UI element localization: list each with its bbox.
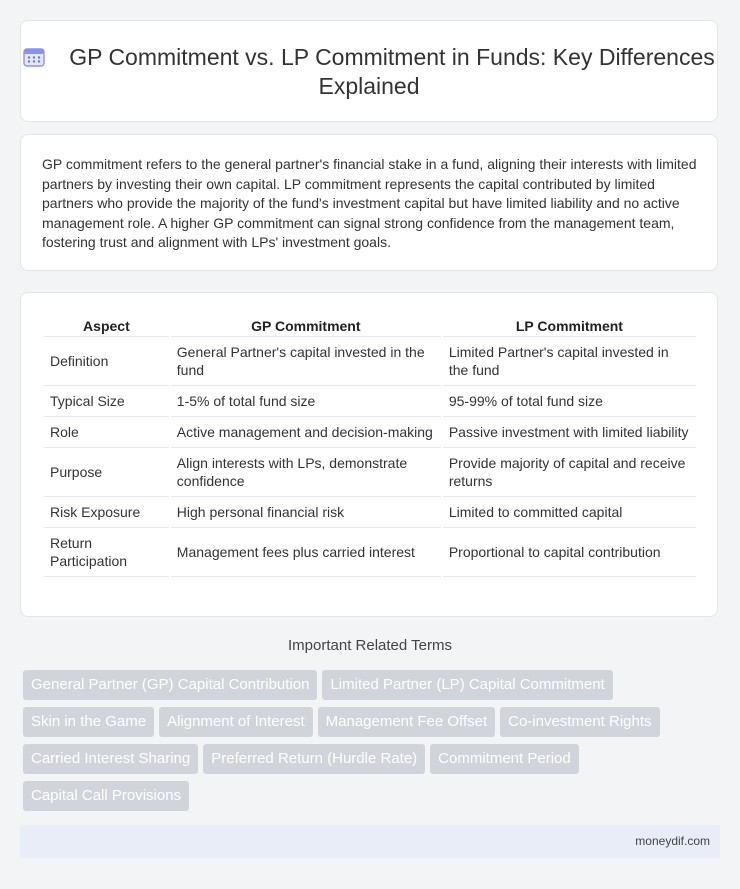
related-term-tag[interactable]: Management Fee Offset [318, 707, 495, 737]
intro-card [20, 134, 718, 271]
table-header-row [44, 315, 696, 337]
related-term-tag[interactable]: Co-investment Rights [500, 707, 659, 737]
related-terms-list [23, 670, 703, 818]
table-cell: Proportional to capital contribution [443, 528, 696, 577]
table-row [44, 386, 696, 417]
header-aspect: Aspect [44, 315, 169, 337]
page-title: GP Commitment vs. LP Commitment in Funds: Key Differences Explained [69, 44, 715, 99]
calendar-icon [23, 47, 45, 67]
table-cell: Risk Exposure [44, 497, 169, 528]
related-term-tag[interactable]: Preferred Return (Hurdle Rate) [203, 744, 425, 774]
table-cell: Align interests with LPs, demonstrate confidence [171, 448, 441, 497]
table-cell: Role [44, 417, 169, 448]
intro-paragraph: GP commitment refers to the general partner's financial stake in a fund, aligning their interests with limited partners by investing their own capital. LP commitment represents the capital contributed by limited partners who provide the majority of the fund's investment capital but have limited liability and no active management role. A higher GP commitment can signal strong confidence from the management team, fostering trust and alignment with LPs' investment goals. [42, 156, 697, 251]
table-cell: Management fees plus carried interest [171, 528, 441, 577]
table-cell: Limited to committed capital [443, 497, 696, 528]
table-cell: Provide majority of capital and receive returns [443, 448, 696, 497]
table-row [44, 497, 696, 528]
table-cell: 1-5% of total fund size [171, 386, 441, 417]
comparison-card [20, 292, 718, 617]
header-gp: GP Commitment [171, 315, 441, 337]
related-term-tag[interactable]: Capital Call Provisions [23, 781, 189, 811]
title-card [20, 20, 718, 122]
page-title-wrap [21, 43, 717, 101]
related-term-tag[interactable]: Limited Partner (LP) Capital Commitment [322, 670, 612, 700]
footer-site[interactable]: moneydif.com [635, 834, 710, 848]
related-term-tag[interactable]: General Partner (GP) Capital Contribution [23, 670, 317, 700]
footer [20, 825, 720, 858]
table-cell: Purpose [44, 448, 169, 497]
table-cell: Typical Size [44, 386, 169, 417]
related-term-tag[interactable]: Commitment Period [430, 744, 579, 774]
table-row [44, 528, 696, 577]
table-cell: Return Participation [44, 528, 169, 577]
related-term-tag[interactable]: Skin in the Game [23, 707, 154, 737]
related-terms-title: Important Related Terms [288, 637, 452, 654]
comparison-table [42, 315, 698, 577]
header-lp: LP Commitment [443, 315, 696, 337]
table-cell: Definition [44, 337, 169, 386]
table-cell: Passive investment with limited liability [443, 417, 696, 448]
table-cell: 95-99% of total fund size [443, 386, 696, 417]
related-term-tag[interactable]: Carried Interest Sharing [23, 744, 198, 774]
table-row [44, 448, 696, 497]
table-cell: Active management and decision-making [171, 417, 441, 448]
table-row [44, 337, 696, 386]
table-cell: High personal financial risk [171, 497, 441, 528]
table-cell: Limited Partner's capital invested in the fund [443, 337, 696, 386]
table-row [44, 417, 696, 448]
related-term-tag[interactable]: Alignment of Interest [159, 707, 313, 737]
table-cell: General Partner's capital invested in the fund [171, 337, 441, 386]
